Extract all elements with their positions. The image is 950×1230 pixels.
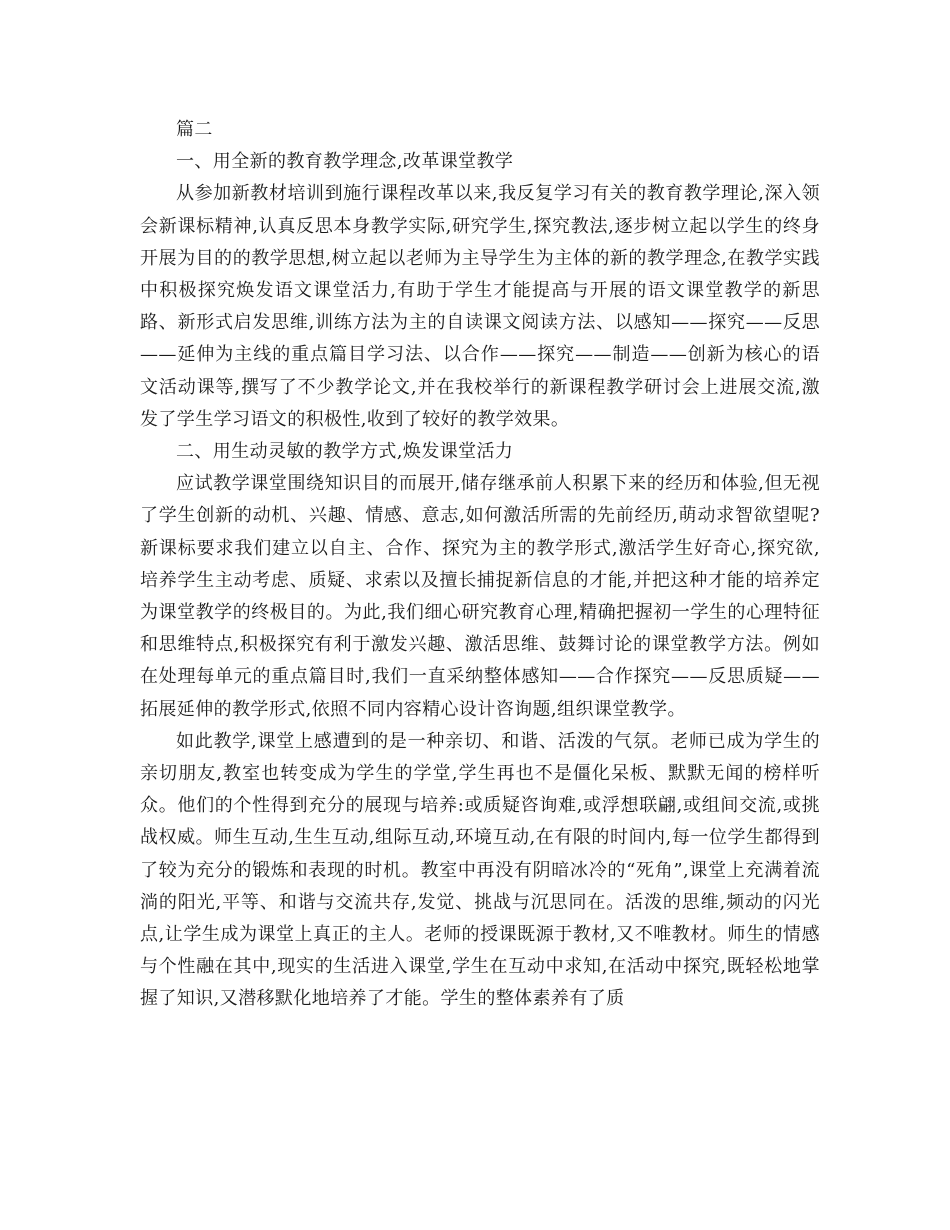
body-paragraph-3: 如此教学,课堂上感遭到的是一种亲切、和谐、活泼的气氛。老师已成为学生的亲切朋友,教室也转变成为学生的学堂,学生再也不是僵化呆板、默默无闻的榜样听众。他们的个性得到充分的展现与培养:或质疑咨询难,或浮想联翩,或组间交流,或挑战权威。师生互动,生生互动,组际互动,环境互动,在有限的时间内,每一位学生都得到了较为充分的锻炼和表现的时机。教室中再没有阴暗冰冷的“死角”,课堂上充满着流淌的阳光,平等、和谐与交流共存,发觉、挑战与沉思同在。活泼的思维,频动的闪光点,让学生成为课堂上真正的主人。老师的授课既源于教材,又不唯教材。师生的情感与个性融在其中,现实的生活进入课堂,学生在互动中求知,在活动中探究,既轻松地掌握了知识,又潜移默化地培养了才能。学生的整体素养有了质: [140, 730, 820, 1010]
section-heading-1: 一、用全新的教育教学理念,改革课堂教学: [176, 151, 514, 173]
section-heading-2: 二、用生动灵敏的教学方式,焕发课堂活力: [176, 441, 514, 463]
body-paragraph-2: 应试教学课堂围绕知识目的而展开,储存继承前人积累下来的经历和体验,但无视了学生创新的动机、兴趣、情感、意志,如何激活所需的先前经历,萌动求智欲望呢?新课标要求我们建立以自主、合作、探究为主的教学形式,激活学生好奇心,探究欲,培养学生主动考虑、质疑、求索以及擅长捕捉新信息的才能,并把这种才能的培养定为课堂教学的终极目的。为此,我们细心研究教育心理,精确把握初一学生的心理特征和思维特点,积极探究有利于激发兴趣、激活思维、鼓舞讨论的课堂教学方法。例如在处理每单元的重点篇目时,我们一直采纳整体感知——合作探究——反思质疑——拓展延伸的教学形式,依照不同内容精心设计咨询题,组织课堂教学。: [140, 473, 820, 720]
body-paragraph-1: 从参加新教材培训到施行课程改革以来,我反复学习有关的教育教学理论,深入领会新课标精神,认真反思本身教学实际,研究学生,探究教法,逐步树立起以学生的终身开展为目的的教学思想,树立起以老师为主导学生为主体的新的教学理念,在教学实践中积极探究焕发语文课堂活力,有助于学生才能提高与开展的语文课堂教学的新思路、新形式启发思维,训练方法为主的自读课文阅读方法、以感知——探究——反思——延伸为主线的重点篇目学习法、以合作——探究——制造——创新为核心的语文活动课等,撰写了不少教学论文,并在我校举行的新课程教学研讨会上进展交流,激发了学生学习语文的积极性,收到了较好的教学效果。: [140, 183, 820, 430]
document-body: [140, 114, 820, 1016]
section-label: 篇二: [176, 119, 213, 140]
